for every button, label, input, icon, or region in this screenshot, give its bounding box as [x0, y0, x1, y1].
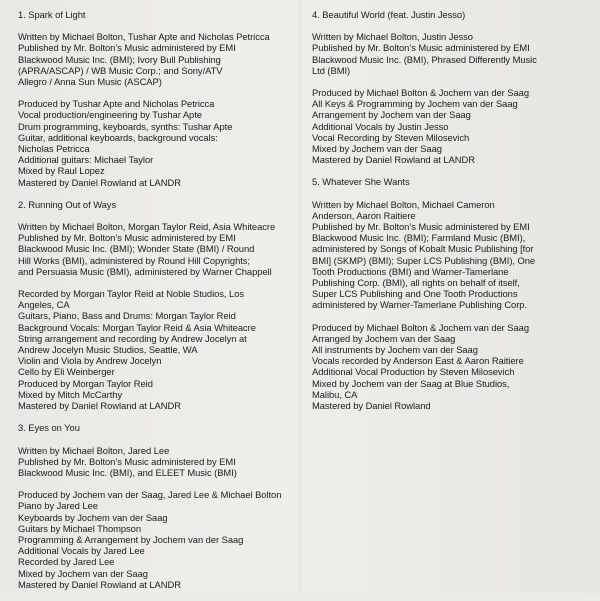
- credit-line: Andrew Jocelyn Music Studios, Seattle, WA: [18, 344, 198, 356]
- credit-line: Super LCS Publishing and One Tooth Productions: [312, 288, 518, 300]
- credit-line: and Persuasia Music (BMI), administered by Warner Chappell: [18, 265, 272, 277]
- credit-line: Additional Vocals by Justin Jesso: [312, 120, 449, 132]
- credit-line: Mastered by Daniel Rowland: [312, 400, 431, 412]
- credit-line: Produced by Morgan Taylor Reid: [18, 377, 153, 389]
- credit-block: [312, 199, 594, 311]
- booklet-fold: [298, 0, 302, 593]
- credit-line: Guitar, additional keyboards, background vocals:: [18, 131, 218, 143]
- credit-line: Published by Mr. Bolton’s Music administered by EMI: [312, 221, 530, 233]
- credit-block: [312, 322, 594, 412]
- credit-line: Keyboards by Jochem van der Saag: [18, 511, 168, 523]
- credit-block: [18, 31, 298, 87]
- credit-line: Arranged by Jochem van der Saag: [312, 332, 456, 344]
- credit-line: Vocals recorded by Anderson East & Aaron Raitiere: [312, 355, 524, 367]
- credit-line: Written by Michael Bolton, Morgan Taylor Reid, Asia Whiteacre: [18, 221, 276, 233]
- credit-line: administered by Songs of Kobalt Music Publishing [for: [312, 243, 534, 255]
- credit-block: [18, 288, 298, 411]
- credit-line: Tooth Productions (BMI) and Warner-Tamerlane: [312, 265, 509, 277]
- credit-line: Published by Mr. Bolton’s Music administered by EMI: [312, 42, 530, 54]
- credit-line: Nicholas Petricca: [18, 143, 90, 155]
- credit-line: Cello by Eli Weinberger: [18, 366, 115, 378]
- credit-line: BMI] (SKMP) (BMI); Super LCS Publishing (BMI), One: [312, 254, 536, 266]
- credit-line: Hill Works (BMI), administered by Round Hill Copyrights;: [18, 254, 250, 266]
- credit-line: Published by Mr. Bolton’s Music administered by EMI: [18, 455, 236, 467]
- left-column: [18, 9, 298, 601]
- credit-line: (APRA/ASCAP) / WB Music Corp.; and Sony/ATV: [18, 64, 223, 76]
- credit-line: Guitars, Piano, Bass and Drums: Morgan Taylor Reid: [18, 310, 236, 322]
- credit-line: Produced by Tushar Apte and Nicholas Petricca: [18, 98, 215, 110]
- credit-line: Produced by Michael Bolton & Jochem van der Saag: [312, 321, 529, 333]
- credit-line: Published by Mr. Bolton’s Music administered by EMI: [18, 42, 236, 54]
- credit-block: [18, 98, 298, 188]
- credit-line: Mixed by Jochem van der Saag: [312, 143, 442, 155]
- credit-line: Additional Vocals by Jared Lee: [18, 545, 145, 557]
- credit-line: Drum programming, keyboards, synths: Tushar Apte: [18, 120, 233, 132]
- track-credits: [312, 176, 594, 411]
- track-title: 4. Beautiful World (feat. Justin Jesso): [312, 9, 466, 20]
- credit-line: Arrangement by Jochem van der Saag: [312, 109, 471, 121]
- credit-line: Published by Mr. Bolton’s Music administered by EMI: [18, 232, 236, 244]
- track-title: 1. Spark of Light: [18, 9, 86, 20]
- credit-block: [312, 31, 594, 76]
- credit-line: Mixed by Jochem van der Saag at Blue Studios,: [312, 377, 510, 389]
- credit-line: Mixed by Raul Lopez: [18, 165, 105, 177]
- credit-line: Written by Michael Bolton, Justin Jesso: [312, 31, 473, 43]
- credit-line: Background Vocals: Morgan Taylor Reid & Asia Whiteacre: [18, 321, 256, 333]
- credit-line: Blackwood Music Inc. (BMI); Wonder State (BMI) / Round: [18, 243, 255, 255]
- credit-line: Mastered by Daniel Rowland at LANDR: [18, 578, 181, 590]
- credit-line: Additional Vocal Production by Steven Milosevich: [312, 366, 515, 378]
- credit-line: Mastered by Daniel Rowland at LANDR: [18, 176, 181, 188]
- credit-line: Vocal production/engineering by Tushar Apte: [18, 109, 202, 121]
- credit-line: Written by Michael Bolton, Tushar Apte and Nicholas Petricca: [18, 31, 270, 43]
- credit-line: Anderson, Aaron Raitiere: [312, 209, 416, 221]
- credit-line: Allegro / Anna Sun Music (ASCAP): [18, 76, 162, 88]
- credit-line: Additional guitars: Michael Taylor: [18, 154, 154, 166]
- credit-line: Blackwood Music Inc. (BMI), and ELEET Music (BMI): [18, 466, 237, 478]
- credit-line: Written by Michael Bolton, Michael Cameron: [312, 198, 495, 210]
- credit-line: Recorded by Morgan Taylor Reid at Noble Studios, Los: [18, 288, 244, 300]
- track-title: 5. Whatever She Wants: [312, 176, 410, 188]
- credit-line: Ltd (BMI): [312, 64, 351, 76]
- credit-line: Mixed by Mitch McCarthy: [18, 388, 123, 400]
- credit-line: All instruments by Jochem van der Saag: [312, 344, 478, 356]
- credit-line: Guitars by Michael Thompson: [18, 522, 142, 534]
- credit-line: Written by Michael Bolton, Jared Lee: [18, 444, 170, 456]
- credit-line: String arrangement and recording by Andrew Jocelyn at: [18, 332, 247, 344]
- credit-block: [18, 221, 298, 277]
- credit-line: All Keys & Programming by Jochem van der Saag: [312, 98, 518, 110]
- credit-line: Blackwood Music Inc. (BMI), Phrased Differently Music: [312, 53, 537, 65]
- track-credits: [18, 9, 298, 188]
- track-title: 2. Running Out of Ways: [18, 198, 117, 210]
- credit-line: Produced by Jochem van der Saag, Jared Lee & Michael Bolton: [18, 489, 282, 501]
- credit-block: [312, 87, 594, 165]
- track-credits: [18, 199, 298, 411]
- track-title: 3. Eyes on You: [18, 422, 80, 434]
- credit-line: Malibu, CA: [312, 388, 358, 400]
- track-credits: [312, 9, 594, 165]
- credit-line: Vocal Recording by Steven Milosevich: [312, 131, 470, 143]
- credit-block: [18, 489, 298, 590]
- credit-line: Mastered by Daniel Rowland at LANDR: [312, 154, 475, 166]
- credit-line: administered by Warner-Tamerlane Publishing Corp.: [312, 299, 528, 311]
- credit-line: Angeles, CA: [18, 299, 70, 311]
- credit-line: Recorded by Jared Lee: [18, 556, 115, 568]
- credit-line: Produced by Michael Bolton & Jochem van der Saag: [312, 87, 529, 99]
- credit-block: [18, 445, 298, 479]
- credit-line: Blackwood Music Inc. (BMI); Farmland Music (BMI),: [312, 232, 526, 244]
- credit-line: Mastered by Daniel Rowland at LANDR: [18, 400, 181, 412]
- credit-line: Blackwood Music Inc. (BMI); Ivory Bull Publishing: [18, 53, 221, 65]
- credit-line: Piano by Jared Lee: [18, 500, 98, 512]
- credit-line: Programming & Arrangement by Jochem van der Saag: [18, 533, 244, 545]
- credit-line: Mixed by Jochem van der Saag: [18, 567, 148, 579]
- credit-line: Violin and Viola by Andrew Jocelyn: [18, 355, 162, 367]
- right-column: [312, 9, 594, 422]
- track-credits: [18, 422, 298, 590]
- credit-line: Publishing Corp. (BMI), all rights on behalf of itself,: [312, 277, 520, 289]
